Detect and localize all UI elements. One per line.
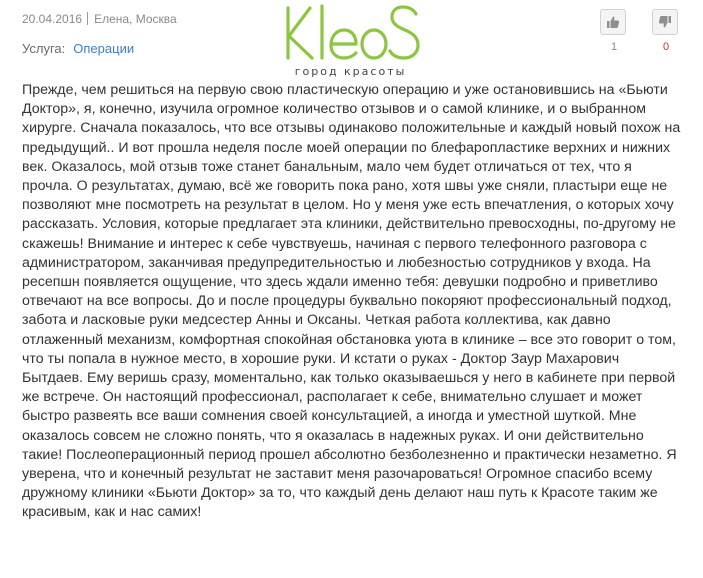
review-date: 20.04.2016 <box>22 12 83 26</box>
review-meta <box>22 12 177 26</box>
like-vote <box>600 9 628 53</box>
review-service <box>22 41 134 56</box>
service-label: Услуга: <box>22 41 66 56</box>
dislike-count: 0 <box>662 41 670 53</box>
like-button[interactable] <box>600 9 626 35</box>
service-link[interactable]: Операции <box>73 41 135 56</box>
dislike-button[interactable] <box>652 9 678 35</box>
dislike-vote <box>652 9 680 53</box>
like-count: 1 <box>610 41 618 53</box>
logo-tagline: город красоты <box>294 65 407 78</box>
review-author: Елена, Москва <box>94 12 177 26</box>
meta-divider <box>87 12 88 25</box>
thumbs-up-icon <box>606 15 620 29</box>
thumbs-down-icon <box>658 15 672 29</box>
review-text: Прежде, чем решиться на первую свою пластическую операцию и уже остановившись на «Бьюти Доктор», я, конечно, изучила огромное количество отзывов и о самой клинике, и о выбранном хирурге. Сначала показалось, что все отзывы одинаково положительные и каждый новый похож на предыдущий.. И вот прошла неделя после моей операции по блефаропластике верхних и нижних век. Оказалось, мой отзыв тоже станет банальным, мало чем будет отличаться от тех, что я прочла. О результатах, думаю, всё же говорить пока рано, хотя швы уже сняли, пластыри еще не позволяют мне посмотреть на результат в целом. Но у меня уже есть впечатления, о которых хочу рассказать. Условия, которые предлагает эта клиники, действительно превосходны, по-другому не скажешь! Внимание и интерес к себе чувствуешь, начиная с первого телефонного разговора с администратором, заканчивая предупредительностью и любезностью сотрудников у входа. На ресепшн появляется ощущение, что здесь ждали именно тебя: девушки подробно и приветливо отвечают на все вопросы. До и после процедуры буквально покоряют профессиональный подход, забота и ласковые руки медсестер Анны и Оксаны. Четкая работа коллектива, как давно отлаженный механизм, комфортная спокойная обстановка уюта в клинике – все это говорит о том, что ты попала в нужное место, в хорошие руки. И кстати о руках - Доктор Заур Махарович Бытдаев. Ему веришь сразу, моментально, как только оказываешься у него в кабинете при первой же встрече. Он настоящий профессионал, располагает к себе, внимательно слушает и может быстро развеять все ваши сомнения своей консультацией, а иногда и уместной шуткой. Мне оказалось совсем не сложно понять, что я оказалась в надежных руках. И они действительно такие! Послеоперационный период прошел абсолютно безболезненно и практически незаметно. Я уверена, что и конечный результат не заставит меня разочароваться! Огромное спасибо всему дружному клиники «Бьюти Доктор» за то, что каждый день делают наш путь к Красоте таким же красивым, как и нас самих! <box>22 82 681 521</box>
